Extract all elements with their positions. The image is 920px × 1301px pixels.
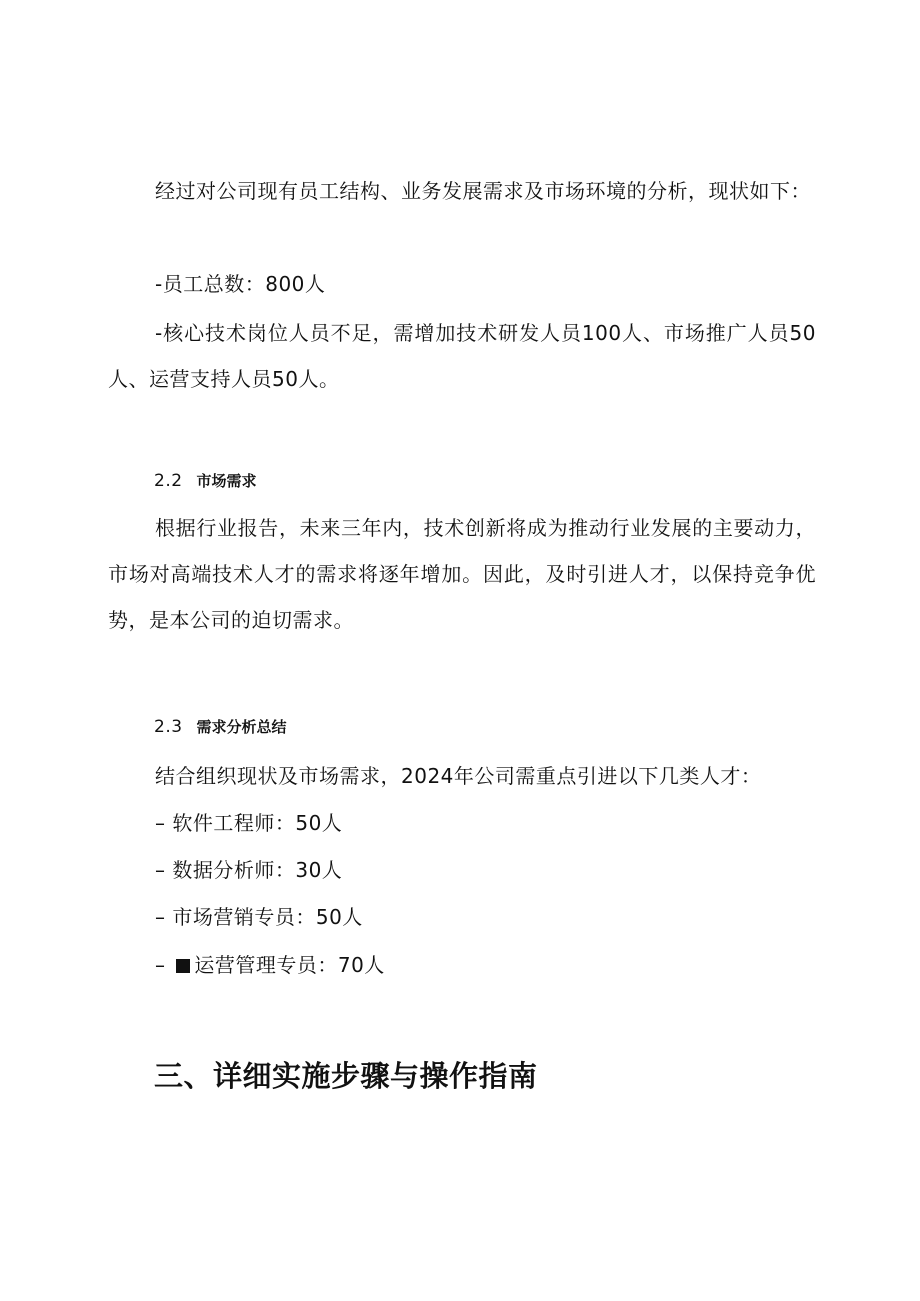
list-item: – 软件工程师：50人 bbox=[155, 811, 343, 835]
black-square-icon bbox=[176, 959, 190, 973]
heading-2-3-number: 2.3 bbox=[154, 717, 183, 737]
summary-intro: 结合组织现状及市场需求，2024年公司需重点引进以下几类人才： bbox=[155, 764, 762, 788]
heading-2-3 bbox=[154, 715, 287, 739]
bullet-core-staff: -核心技术岗位人员不足，需增加技术研发人员100人、市场推广人员50人、运营支持人员50人。 bbox=[108, 321, 816, 391]
market-demand-paragraph: 根据行业报告，未来三年内，技术创新将成为推动行业发展的主要动力，市场对高端技术人才的需求将逐年增加。因此，及时引进人才，以保持竞争优势，是本公司的迫切需求。 bbox=[108, 516, 816, 632]
heading-2-3-title: 需求分析总结 bbox=[196, 718, 287, 736]
list-item: – 市场营销专员：50人 bbox=[155, 905, 363, 929]
heading-2-2-title: 市场需求 bbox=[196, 472, 257, 490]
list-item-dash: – bbox=[155, 953, 166, 977]
list-item-text: 运营管理专员：70人 bbox=[194, 953, 385, 977]
bullet-total-staff: -员工总数：800人 bbox=[155, 272, 326, 296]
heading-2-2-number: 2.2 bbox=[154, 471, 183, 491]
status-intro-paragraph: 经过对公司现有员工结构、业务发展需求及市场环境的分析，现状如下： bbox=[155, 179, 811, 203]
heading-section-3: 三、详细实施步骤与操作指南 bbox=[154, 1059, 538, 1093]
list-item-last bbox=[155, 951, 385, 979]
heading-2-2 bbox=[154, 469, 257, 493]
list-item: – 数据分析师：30人 bbox=[155, 858, 343, 882]
